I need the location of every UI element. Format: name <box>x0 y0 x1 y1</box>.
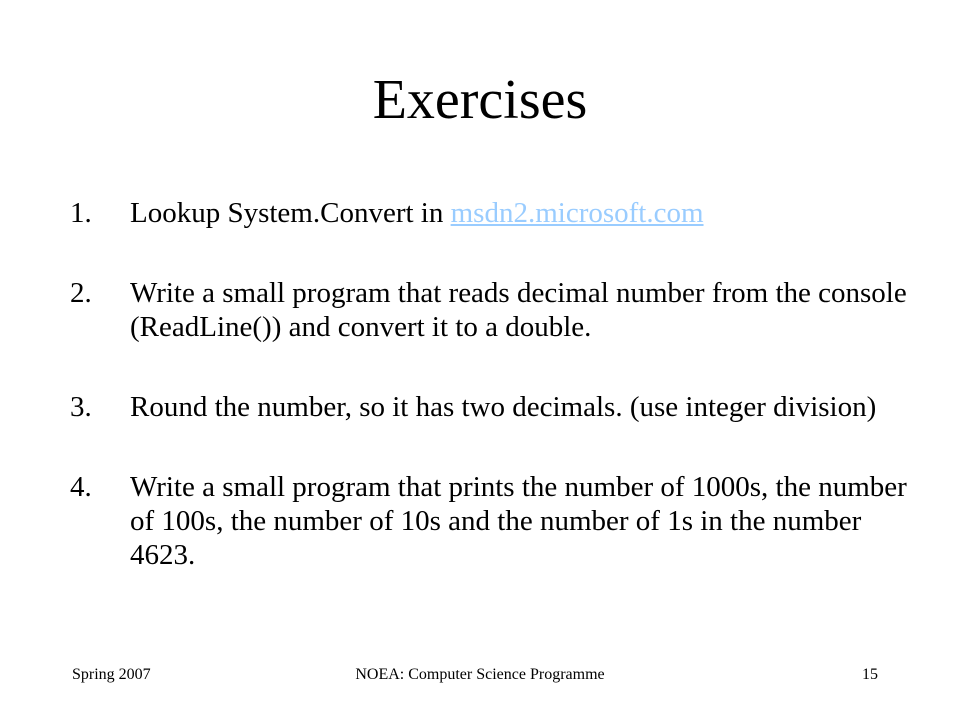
footer-organization: NOEA: Computer Science Programme <box>355 666 605 683</box>
slide-number: 15 <box>862 666 878 683</box>
msdn-link[interactable]: msdn2.microsoft.com <box>450 197 704 229</box>
item-number: 1. <box>70 197 92 229</box>
item-text <box>130 196 910 230</box>
item-text-content: Lookup System.Convert in <box>130 197 451 229</box>
item-text: Round the number, so it has two decimals. (use integer division) <box>130 391 877 423</box>
list-item <box>70 276 910 344</box>
list-item <box>70 470 910 572</box>
slide-title: Exercises <box>372 69 588 131</box>
footer-date: Spring 2007 <box>72 666 151 683</box>
item-text: Write a small program that prints the number of 1000s, the number of 100s, the number of 10s and the number of 1s in the number 4623. <box>130 471 907 571</box>
item-text: Write a small program that reads decimal number from the console (ReadLine()) and convert it to a double. <box>130 277 907 343</box>
list-item <box>70 390 910 424</box>
item-number: 2. <box>70 277 92 309</box>
item-number: 3. <box>70 391 92 423</box>
item-number: 4. <box>70 471 92 503</box>
list-item <box>70 196 910 230</box>
exercise-list <box>70 196 910 618</box>
